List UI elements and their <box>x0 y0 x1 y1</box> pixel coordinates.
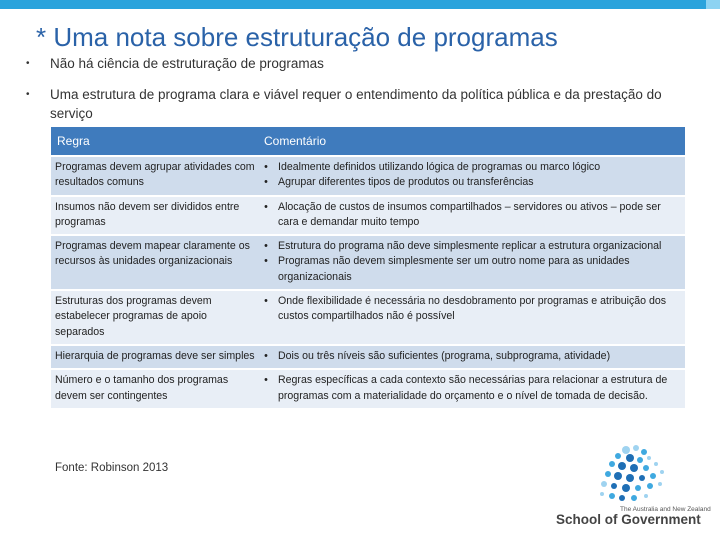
comment-cell <box>274 235 685 290</box>
comment-cell <box>274 196 685 236</box>
logo-dot <box>643 465 649 471</box>
comment-item: Idealmente definidos utilizando lógica de programas ou marco lógico <box>278 161 601 173</box>
logo-dot <box>635 485 641 491</box>
rule-cell: Programas devem agrupar atividades com resultados comuns <box>51 156 258 196</box>
logo-dot <box>601 481 607 487</box>
logo-dot <box>630 464 638 472</box>
table-row <box>51 196 685 236</box>
comment-bullets <box>258 290 274 345</box>
logo-dot <box>631 495 637 501</box>
logo-dot <box>633 445 639 451</box>
comment-item: Programas não devem simplesmente ser um outro nome para as unidades organizacionais <box>278 255 630 283</box>
logo-dot <box>658 482 662 486</box>
table-row <box>51 369 685 408</box>
table-row <box>51 290 685 345</box>
comment-item: Regras específicas a cada contexto são necessárias para relacionar a estrutura de programas com a materialidade do orçamento e o nível de tomada de decisão. <box>278 374 668 402</box>
comment-cell <box>274 369 685 408</box>
comment-bullets <box>258 196 274 236</box>
rule-cell: Insumos não devem ser divididos entre programas <box>51 196 258 236</box>
logo-dot <box>660 470 664 474</box>
comment-bullets <box>258 156 274 196</box>
header-comment: Comentário <box>258 127 685 156</box>
bullet-text: Uma estrutura de programa clara e viável requer o entendimento da política pública e da prestação do serviço <box>50 87 662 121</box>
table-body <box>51 156 685 408</box>
comment-item: Estrutura do programa não deve simplesmente replicar a estrutura organizacional <box>278 240 662 253</box>
bullet-item <box>26 54 696 73</box>
logo-dot <box>644 494 648 498</box>
bullet-icon: • <box>264 161 268 173</box>
slide-title: * Uma nota sobre estruturação de programas <box>36 22 558 52</box>
table-row <box>51 156 685 196</box>
bullet-icon: • <box>264 176 268 189</box>
comment-item: Alocação de custos de insumos compartilhados – servidores ou ativos – pode ser cara e demandar muito tempo <box>278 200 661 228</box>
logo-dot <box>622 484 630 492</box>
table-header-row <box>51 127 685 156</box>
logo-dot <box>626 474 634 482</box>
bullet-icon: • <box>26 89 30 100</box>
source-citation: Fonte: Robinson 2013 <box>55 462 169 474</box>
rule-cell: Estruturas dos programas devem estabelecer programas de apoio separados <box>51 290 258 345</box>
bullet-text: Não há ciência de estruturação de programas <box>50 56 324 71</box>
logo-dot <box>614 472 622 480</box>
bullet-list <box>26 54 696 135</box>
comment-bullets <box>258 345 274 369</box>
logo-subtitle: The Australia and New Zealand <box>620 506 711 513</box>
logo-dot <box>600 492 604 496</box>
logo-name: School of Government <box>556 512 701 527</box>
rule-cell: Número e o tamanho dos programas devem ser contingentes <box>51 369 258 408</box>
bullet-icon: • <box>264 255 268 268</box>
comment-item: Dois ou três níveis são suficientes (programa, subprograma, atividade) <box>278 349 611 362</box>
logo-dot <box>641 449 647 455</box>
bullet-icon: • <box>264 240 268 253</box>
logo-dot <box>609 493 615 499</box>
table-row <box>51 235 685 290</box>
logo-dot <box>650 473 656 479</box>
bullet-icon: • <box>264 295 268 308</box>
bullet-icon: • <box>264 349 268 362</box>
bullet-icon: • <box>264 374 268 387</box>
logo-dot <box>615 453 621 459</box>
logo-dot <box>619 495 625 501</box>
logo-dot <box>618 462 626 470</box>
header-rule: Regra <box>51 127 258 156</box>
comment-item: Agrupar diferentes tipos de produtos ou transferências <box>278 176 534 189</box>
comment-cell <box>274 345 685 369</box>
comment-bullets <box>258 369 274 408</box>
bullet-icon: • <box>26 58 30 69</box>
table-row <box>51 345 685 369</box>
rule-cell: Hierarquia de programas deve ser simples <box>51 345 258 369</box>
logo-dot <box>647 456 651 460</box>
rules-table <box>51 127 685 408</box>
comment-cell <box>274 290 685 345</box>
logo-dot <box>637 457 643 463</box>
rule-cell: Programas devem mapear claramente os recursos às unidades organizacionais <box>51 235 258 290</box>
logo-dot <box>647 483 653 489</box>
logo-dot <box>639 475 645 481</box>
comment-item: Onde flexibilidade é necessária no desdobramento por programas e atribuição dos custos compartilhados não é possível <box>278 295 667 323</box>
logo-dot <box>654 462 658 466</box>
logo-dot <box>605 471 611 477</box>
logo-dot <box>626 454 634 462</box>
logo-dot <box>622 446 630 454</box>
top-accent-bar-end <box>706 0 720 9</box>
bullet-icon: • <box>264 200 268 213</box>
comment-cell <box>274 156 685 196</box>
logo-dot <box>609 461 615 467</box>
comment-bullets <box>258 235 274 290</box>
logo-dot <box>611 483 617 489</box>
bullet-item <box>26 85 696 123</box>
top-accent-bar <box>0 0 720 9</box>
